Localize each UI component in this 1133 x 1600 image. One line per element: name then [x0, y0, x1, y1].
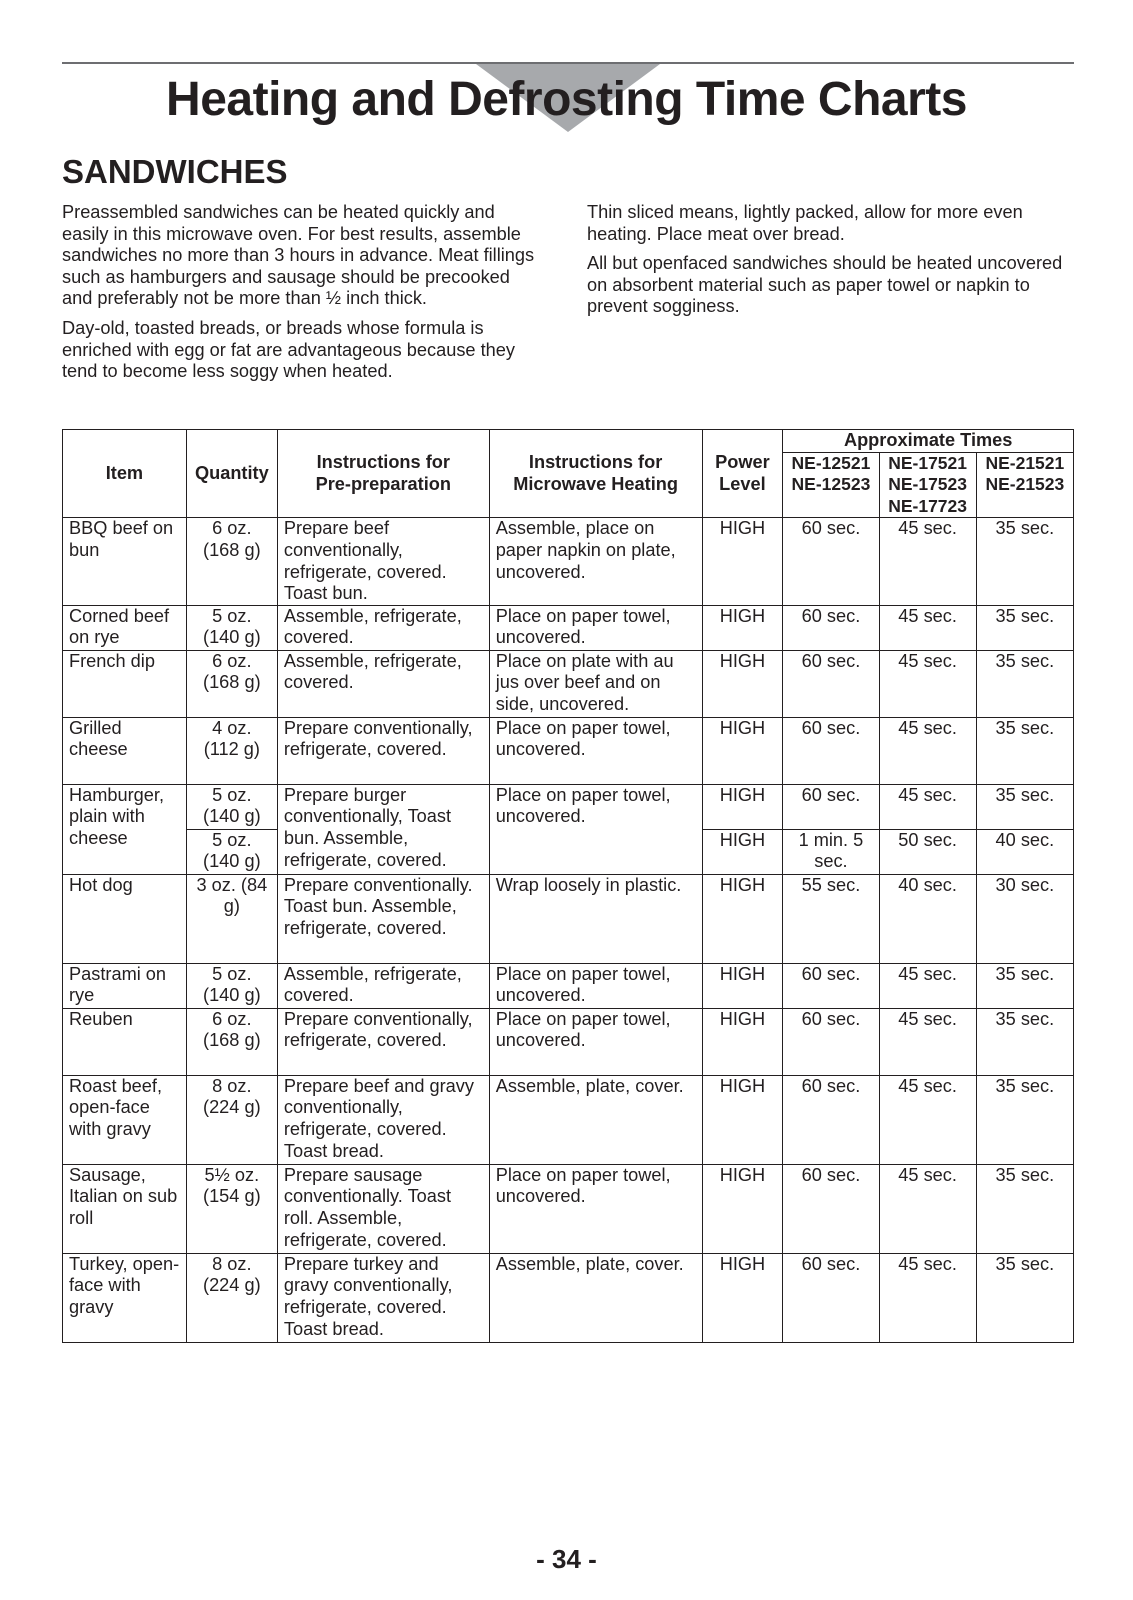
- cell-power: HIGH: [702, 1253, 783, 1342]
- cell-power: HIGH: [702, 1164, 783, 1253]
- table-row: [63, 605, 1074, 650]
- cell-power: HIGH: [702, 874, 783, 963]
- cell-t1: 60 sec.: [783, 717, 879, 784]
- cell-heating: Place on plate with au jus over beef and on side, uncovered.: [489, 650, 702, 717]
- cell-item: Pastrami on rye: [63, 963, 187, 1008]
- table-body: [63, 518, 1074, 1342]
- cell-quantity: 4 oz. (112 g): [186, 717, 277, 784]
- cell-heating: Assemble, place on paper napkin on plate, uncovered.: [489, 518, 702, 605]
- cell-t3: 35 sec.: [976, 963, 1073, 1008]
- cell-t1: 60 sec.: [783, 1253, 879, 1342]
- cell-t3: 35 sec.: [976, 784, 1073, 829]
- cell-power: HIGH: [702, 1075, 783, 1164]
- cell-heating: Place on paper towel, uncovered.: [489, 717, 702, 784]
- table-row: [63, 1008, 1074, 1075]
- cell-sub-quantity: 5 oz. (140 g): [186, 829, 277, 874]
- cell-t2: 45 sec.: [879, 1253, 976, 1342]
- intro-paragraph: Preassembled sandwiches can be heated quickly and easily in this microwave oven. For best results, assemble sandwiches no more than 3 hours in advance. Meat fillings such as hamburgers and sausage should be precooked and preferably not be more than ½ inch thick.: [62, 202, 535, 309]
- cell-t1: 60 sec.: [783, 1164, 879, 1253]
- cell-sub-t3: 40 sec.: [976, 829, 1073, 874]
- cell-t1: 60 sec.: [783, 784, 879, 829]
- section-title: SANDWICHES: [62, 153, 288, 190]
- intro-paragraph: Day-old, toasted breads, or breads whose formula is enriched with egg or fat are advantageous because they tend to become less soggy when heated.: [62, 317, 515, 382]
- cell-quantity: 5 oz. (140 g): [186, 784, 277, 829]
- cell-quantity: 6 oz. (168 g): [186, 650, 277, 717]
- table-row: [63, 1075, 1074, 1164]
- cell-item: Hot dog: [63, 874, 187, 963]
- header-text: Instructions for: [528, 452, 663, 473]
- cell-pre-prep: Assemble, refrigerate, covered.: [277, 650, 489, 717]
- header-model-ne-12521: [783, 452, 879, 518]
- cell-t2: 45 sec.: [879, 1008, 976, 1075]
- cell-pre-prep: Prepare sausage conventionally. Toast roll. Assemble, refrigerate, covered.: [277, 1164, 489, 1253]
- cell-quantity: 8 oz. (224 g): [186, 1075, 277, 1164]
- cell-t3: 35 sec.: [976, 1075, 1073, 1164]
- cell-quantity: 8 oz. (224 g): [186, 1253, 277, 1342]
- cell-heating: Assemble, plate, cover.: [489, 1075, 702, 1164]
- cell-power: HIGH: [702, 650, 783, 717]
- table-row: [63, 650, 1074, 717]
- table-row: [63, 518, 1074, 605]
- cell-item: BBQ beef on bun: [63, 518, 187, 605]
- cell-heating: Assemble, plate, cover.: [489, 1253, 702, 1342]
- cell-sub-power: HIGH: [702, 829, 783, 874]
- cell-t2: 45 sec.: [879, 518, 976, 605]
- cell-t3: 35 sec.: [976, 717, 1073, 784]
- page-number: - 34 -: [536, 1544, 597, 1574]
- cell-pre-prep: Prepare conventionally, refrigerate, covered.: [277, 717, 489, 784]
- cell-t2: 45 sec.: [879, 963, 976, 1008]
- cell-t3: 35 sec.: [976, 1008, 1073, 1075]
- header-text: Level: [719, 473, 766, 494]
- header-text: Microwave Heating: [513, 473, 678, 494]
- cell-t3: 30 sec.: [976, 874, 1073, 963]
- cell-t3: 35 sec.: [976, 650, 1073, 717]
- cell-heating: Place on paper towel, uncovered.: [489, 1008, 702, 1075]
- cell-item: Corned beef on rye: [63, 605, 187, 650]
- intro-paragraph: Thin sliced means, lightly packed, allow for more even heating. Place meat over bread.: [587, 202, 1023, 244]
- cell-t2: 45 sec.: [879, 1164, 976, 1253]
- cell-t3: 35 sec.: [976, 518, 1073, 605]
- cell-item: Roast beef, open-face with gravy: [63, 1075, 187, 1164]
- cell-t1: 60 sec.: [783, 1008, 879, 1075]
- cell-pre-prep: Prepare turkey and gravy conventionally, refrigerate, covered. Toast bread.: [277, 1253, 489, 1342]
- cell-pre-prep: Prepare burger conventionally, Toast bun. Assemble, refrigerate, covered.: [277, 784, 489, 874]
- cell-sub-t1: 1 min. 5 sec.: [783, 829, 879, 874]
- cell-sub-t2: 50 sec.: [879, 829, 976, 874]
- heating-time-table: [62, 429, 1074, 1343]
- cell-pre-prep: Assemble, refrigerate, covered.: [277, 963, 489, 1008]
- cell-t2: 40 sec.: [879, 874, 976, 963]
- cell-power: HIGH: [702, 605, 783, 650]
- cell-pre-prep: Prepare beef and gravy conventionally, refrigerate, covered. Toast bread.: [277, 1075, 489, 1164]
- model-number: NE-12523: [791, 474, 871, 495]
- table-row: [63, 1253, 1074, 1342]
- cell-t2: 45 sec.: [879, 717, 976, 784]
- cell-item: French dip: [63, 650, 187, 717]
- header-item: Item: [63, 430, 187, 518]
- header-row: [63, 430, 1074, 453]
- cell-t2: 45 sec.: [879, 650, 976, 717]
- cell-t1: 60 sec.: [783, 605, 879, 650]
- cell-quantity: 6 oz. (168 g): [186, 518, 277, 605]
- cell-quantity: 5 oz. (140 g): [186, 605, 277, 650]
- model-number: NE-17521: [888, 452, 968, 473]
- model-number: NE-21523: [985, 474, 1065, 495]
- table-row: [63, 1164, 1074, 1253]
- cell-t1: 60 sec.: [783, 963, 879, 1008]
- cell-power: HIGH: [702, 784, 783, 829]
- intro-left-column: [62, 202, 542, 391]
- header-model-ne-17521: [879, 452, 976, 518]
- table-row: [63, 963, 1074, 1008]
- header-quantity: Quantity: [186, 430, 277, 518]
- cell-quantity: 5 oz. (140 g): [186, 963, 277, 1008]
- table-row: [63, 874, 1074, 963]
- cell-t1: 55 sec.: [783, 874, 879, 963]
- cell-heating: Place on paper towel, uncovered.: [489, 605, 702, 650]
- header-power-level: [702, 430, 783, 518]
- cell-item: Grilled cheese: [63, 717, 187, 784]
- cell-item: Reuben: [63, 1008, 187, 1075]
- cell-heating: Place on paper towel, uncovered.: [489, 1164, 702, 1253]
- table-row: [63, 784, 1074, 829]
- table-row: [63, 717, 1074, 784]
- cell-t2: 45 sec.: [879, 605, 976, 650]
- cell-t1: 60 sec.: [783, 518, 879, 605]
- cell-power: HIGH: [702, 1008, 783, 1075]
- cell-power: HIGH: [702, 717, 783, 784]
- cell-t2: 45 sec.: [879, 784, 976, 829]
- cell-quantity: 3 oz. (84 g): [186, 874, 277, 963]
- cell-power: HIGH: [702, 963, 783, 1008]
- cell-t3: 35 sec.: [976, 1253, 1073, 1342]
- cell-t2: 45 sec.: [879, 1075, 976, 1164]
- cell-pre-prep: Assemble, refrigerate, covered.: [277, 605, 489, 650]
- cell-quantity: 5½ oz. (154 g): [186, 1164, 277, 1253]
- cell-power: HIGH: [702, 518, 783, 605]
- intro-right-column: [587, 202, 1077, 326]
- cell-t3: 35 sec.: [976, 1164, 1073, 1253]
- cell-item: Turkey, open-face with gravy: [63, 1253, 187, 1342]
- cell-item: Hamburger, plain with cheese: [63, 784, 187, 874]
- cell-t1: 60 sec.: [783, 1075, 879, 1164]
- cell-heating: Place on paper towel, uncovered.: [489, 784, 702, 874]
- cell-pre-prep: Prepare beef conventionally, refrigerate, covered. Toast bun.: [277, 518, 489, 605]
- cell-t1: 60 sec.: [783, 650, 879, 717]
- cell-t3: 35 sec.: [976, 605, 1073, 650]
- header-microwave-heating: [489, 430, 702, 518]
- model-number: NE-17723: [888, 495, 968, 516]
- header-text: Instructions for: [316, 452, 450, 473]
- cell-heating: Place on paper towel, uncovered.: [489, 963, 702, 1008]
- header-approximate-times: Approximate Times: [783, 430, 1074, 453]
- cell-pre-prep: Prepare conventionally, refrigerate, covered.: [277, 1008, 489, 1075]
- cell-pre-prep: Prepare conventionally. Toast bun. Assemble, refrigerate, covered.: [277, 874, 489, 963]
- cell-item: Sausage, Italian on sub roll: [63, 1164, 187, 1253]
- intro-paragraph: All but openfaced sandwiches should be heated uncovered on absorbent material such as paper towel or napkin to prevent sogginess.: [587, 253, 1063, 317]
- header-text: Power: [715, 452, 770, 473]
- model-number: NE-21521: [985, 452, 1065, 473]
- model-number: NE-17523: [888, 474, 968, 495]
- header-pre-preparation: [277, 430, 489, 518]
- header-model-ne-21521: [976, 452, 1073, 518]
- page-title: Heating and Defrosting Time Charts: [166, 73, 967, 126]
- cell-heating: Wrap loosely in plastic.: [489, 874, 702, 963]
- header-text: Pre-preparation: [315, 473, 451, 494]
- cell-quantity: 6 oz. (168 g): [186, 1008, 277, 1075]
- model-number: NE-12521: [791, 452, 871, 473]
